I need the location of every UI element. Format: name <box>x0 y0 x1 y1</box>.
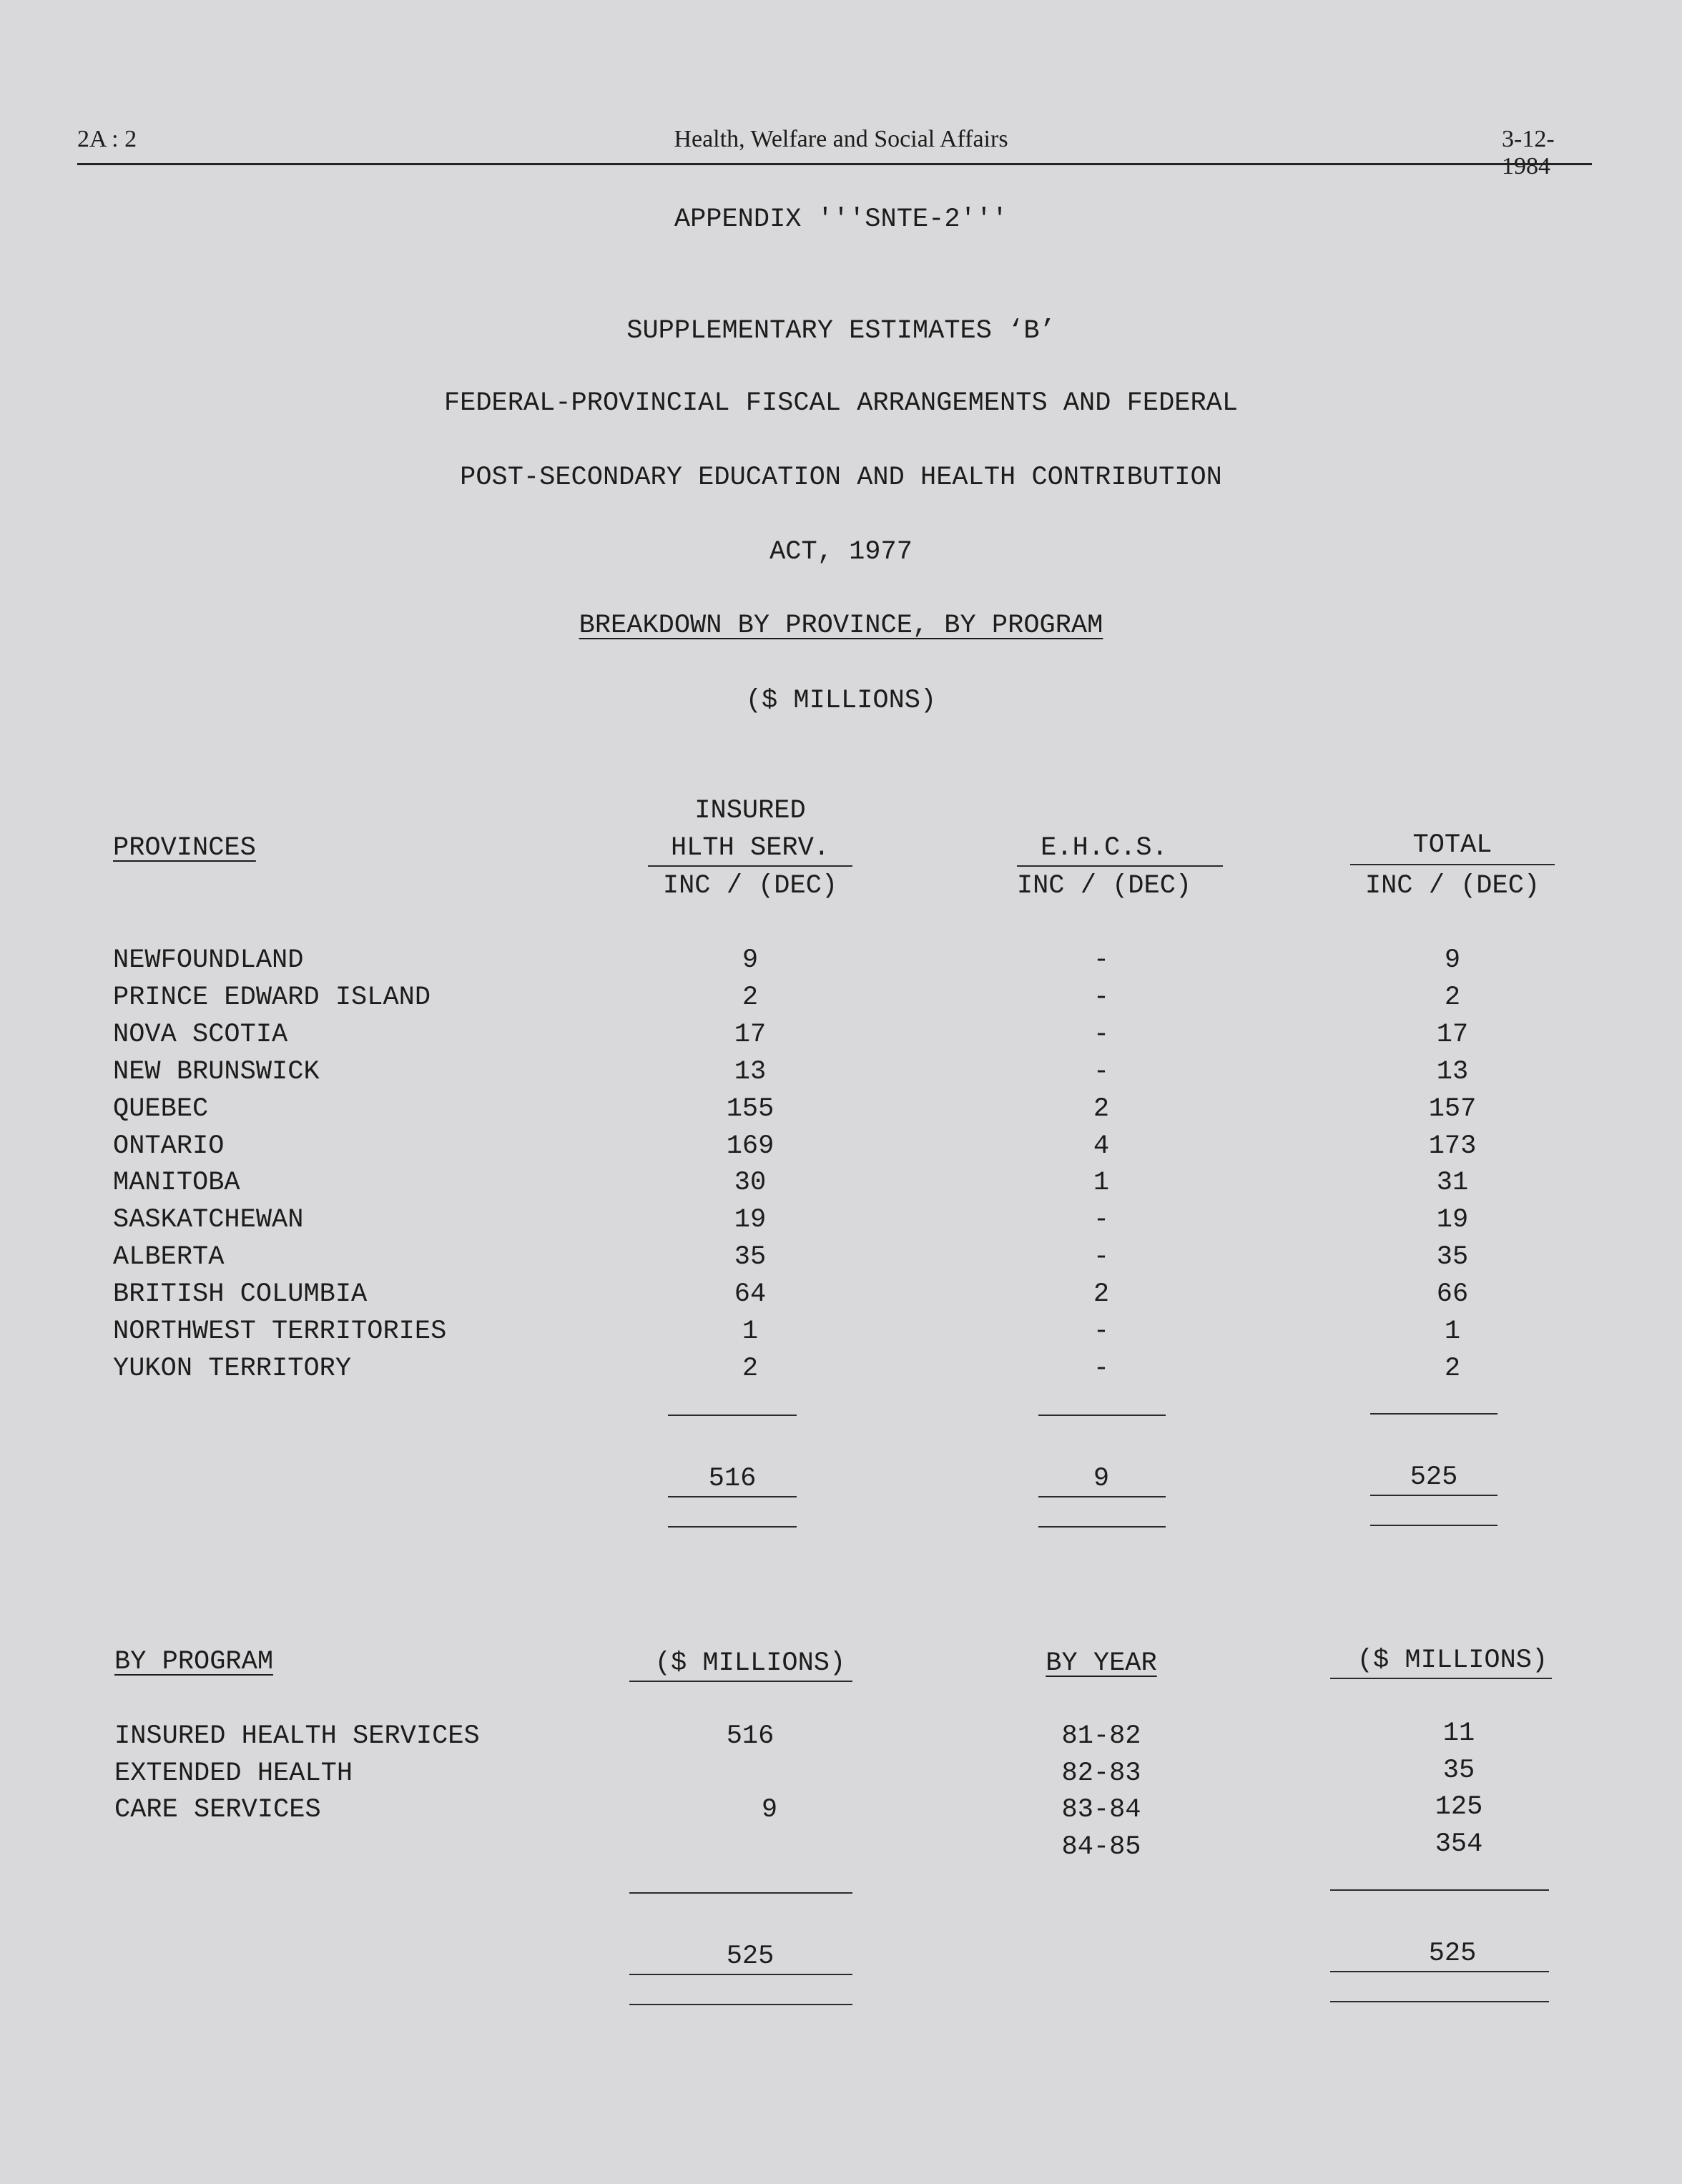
insured-total: 516 <box>708 1464 757 1494</box>
header-rule <box>77 163 1592 165</box>
ehcs-sum-rule <box>1038 1415 1166 1416</box>
insured-sum-rule <box>668 1415 797 1416</box>
year-sum-rule <box>1330 1889 1549 1891</box>
title-line-2: FEDERAL-PROVINCIAL FISCAL ARRANGEMENTS AND FEDERAL <box>443 388 1239 418</box>
total-value: 17 <box>1436 1020 1469 1050</box>
program-millions-rule <box>629 1681 852 1682</box>
insured-value: 13 <box>734 1057 767 1087</box>
col-header-ehcs: E.H.C.S. <box>1041 833 1168 863</box>
program-label: INSURED HEALTH SERVICES <box>114 1721 480 1751</box>
grand-total: 525 <box>1410 1462 1458 1492</box>
col-header-provinces: PROVINCES <box>113 833 256 863</box>
province-name: MANITOBA <box>113 1168 240 1198</box>
province-name: YUKON TERRITORY <box>113 1354 352 1384</box>
ehcs-header-rule <box>1017 865 1223 867</box>
subheader-total: INC / (DEC) <box>1364 871 1540 901</box>
total-sum-rule <box>1370 1413 1497 1415</box>
year-total-rule-2 <box>1330 2001 1549 2002</box>
ehcs-value: - <box>1093 945 1110 975</box>
insured-total-rule-2 <box>668 1526 797 1528</box>
appendix-title: APPENDIX '''SNTE-2''' <box>674 205 1008 235</box>
units-label: ($ MILLIONS) <box>745 686 937 716</box>
ehcs-value: - <box>1093 1057 1110 1087</box>
col-header-by-year: BY YEAR <box>1046 1648 1157 1678</box>
insured-value: 64 <box>734 1279 767 1309</box>
total-value: 66 <box>1436 1279 1469 1309</box>
total-value: 1 <box>1444 1317 1461 1347</box>
total-header-rule <box>1350 864 1555 865</box>
col-header-program-millions: ($ MILLIONS) <box>654 1648 846 1678</box>
title-line-5 <box>0 611 1682 641</box>
total-value: 19 <box>1436 1205 1469 1235</box>
col-header-insured-2: HLTH SERV. <box>670 833 830 863</box>
ehcs-value: 1 <box>1093 1168 1110 1198</box>
year-value: 354 <box>1435 1829 1483 1859</box>
total-value: 35 <box>1436 1242 1469 1272</box>
col-header-insured-1: INSURED <box>694 796 806 826</box>
total-value: 13 <box>1436 1057 1469 1087</box>
insured-value: 1 <box>742 1317 759 1347</box>
program-value: 9 <box>761 1795 778 1825</box>
year-label: 84-85 <box>1061 1832 1141 1862</box>
col-header-year-millions: ($ MILLIONS) <box>1357 1646 1548 1676</box>
program-sum-rule <box>629 1892 852 1894</box>
header-date: 3-12-1984 <box>1502 126 1555 179</box>
insured-value: 2 <box>742 983 759 1013</box>
col-header-by-program: BY PROGRAM <box>114 1647 274 1677</box>
year-value: 11 <box>1442 1718 1475 1748</box>
province-name: NEWFOUNDLAND <box>113 945 304 975</box>
province-name: ALBERTA <box>113 1242 225 1272</box>
page-number: 2A : 2 <box>77 126 137 152</box>
insured-value: 169 <box>726 1131 774 1161</box>
program-value: 516 <box>726 1721 774 1751</box>
insured-value: 17 <box>734 1020 767 1050</box>
total-total-rule-2 <box>1370 1525 1497 1526</box>
total-value: 31 <box>1436 1168 1469 1198</box>
insured-total-rule-1 <box>668 1496 797 1497</box>
ehcs-value: - <box>1093 983 1110 1013</box>
province-name: NOVA SCOTIA <box>113 1020 288 1050</box>
ehcs-value: - <box>1093 1242 1110 1272</box>
ehcs-total-rule-1 <box>1038 1496 1166 1497</box>
insured-value: 9 <box>742 945 759 975</box>
year-value: 125 <box>1435 1792 1483 1822</box>
title-line-1: SUPPLEMENTARY ESTIMATES ‘B’ <box>626 316 1056 346</box>
ehcs-total: 9 <box>1093 1464 1110 1494</box>
year-value: 35 <box>1442 1756 1475 1786</box>
ehcs-value: - <box>1093 1354 1110 1384</box>
total-value: 2 <box>1444 1354 1461 1384</box>
subheader-ehcs: INC / (DEC) <box>1016 871 1192 901</box>
title-line-4: ACT, 1977 <box>769 537 913 567</box>
year-label: 83-84 <box>1061 1795 1141 1825</box>
ehcs-value: - <box>1093 1205 1110 1235</box>
col-header-total: TOTAL <box>1412 830 1492 860</box>
insured-value: 30 <box>734 1168 767 1198</box>
program-label: CARE SERVICES <box>114 1795 321 1825</box>
subheader-insured: INC / (DEC) <box>662 871 838 901</box>
province-name: ONTARIO <box>113 1131 225 1161</box>
insured-value: 2 <box>742 1354 759 1384</box>
total-value: 157 <box>1428 1094 1477 1124</box>
program-total-rule-2 <box>629 2004 852 2005</box>
year-total-rule-1 <box>1330 1971 1549 1972</box>
breakdown-heading: BREAKDOWN BY PROVINCE, BY PROGRAM <box>579 611 1103 641</box>
insured-value: 19 <box>734 1205 767 1235</box>
program-label: EXTENDED HEALTH <box>114 1758 353 1789</box>
province-name: NEW BRUNSWICK <box>113 1057 320 1087</box>
title-line-3: POST-SECONDARY EDUCATION AND HEALTH CONTRIBUTION <box>460 463 1222 493</box>
year-label: 81-82 <box>1061 1721 1141 1751</box>
province-name: NORTHWEST TERRITORIES <box>113 1317 447 1347</box>
year-millions-rule <box>1330 1678 1552 1679</box>
total-total-rule-1 <box>1370 1495 1497 1496</box>
insured-value: 155 <box>726 1094 774 1124</box>
year-total: 525 <box>1428 1939 1477 1969</box>
insured-value: 35 <box>734 1242 767 1272</box>
ehcs-value: - <box>1093 1317 1110 1347</box>
program-total-rule-1 <box>629 1974 852 1975</box>
total-value: 173 <box>1428 1131 1477 1161</box>
running-title: Health, Welfare and Social Affairs <box>674 126 1008 152</box>
ehcs-total-rule-2 <box>1038 1526 1166 1528</box>
ehcs-value: 2 <box>1093 1094 1110 1124</box>
program-total: 525 <box>726 1942 774 1972</box>
ehcs-value: 4 <box>1093 1131 1110 1161</box>
province-name: PRINCE EDWARD ISLAND <box>113 983 431 1013</box>
ehcs-value: - <box>1093 1020 1110 1050</box>
ehcs-value: 2 <box>1093 1279 1110 1309</box>
total-value: 2 <box>1444 983 1461 1013</box>
province-name: QUEBEC <box>113 1094 209 1124</box>
insured-header-rule <box>648 865 852 867</box>
province-name: BRITISH COLUMBIA <box>113 1279 368 1309</box>
province-name: SASKATCHEWAN <box>113 1205 304 1235</box>
total-value: 9 <box>1444 945 1461 975</box>
year-label: 82-83 <box>1061 1758 1141 1789</box>
